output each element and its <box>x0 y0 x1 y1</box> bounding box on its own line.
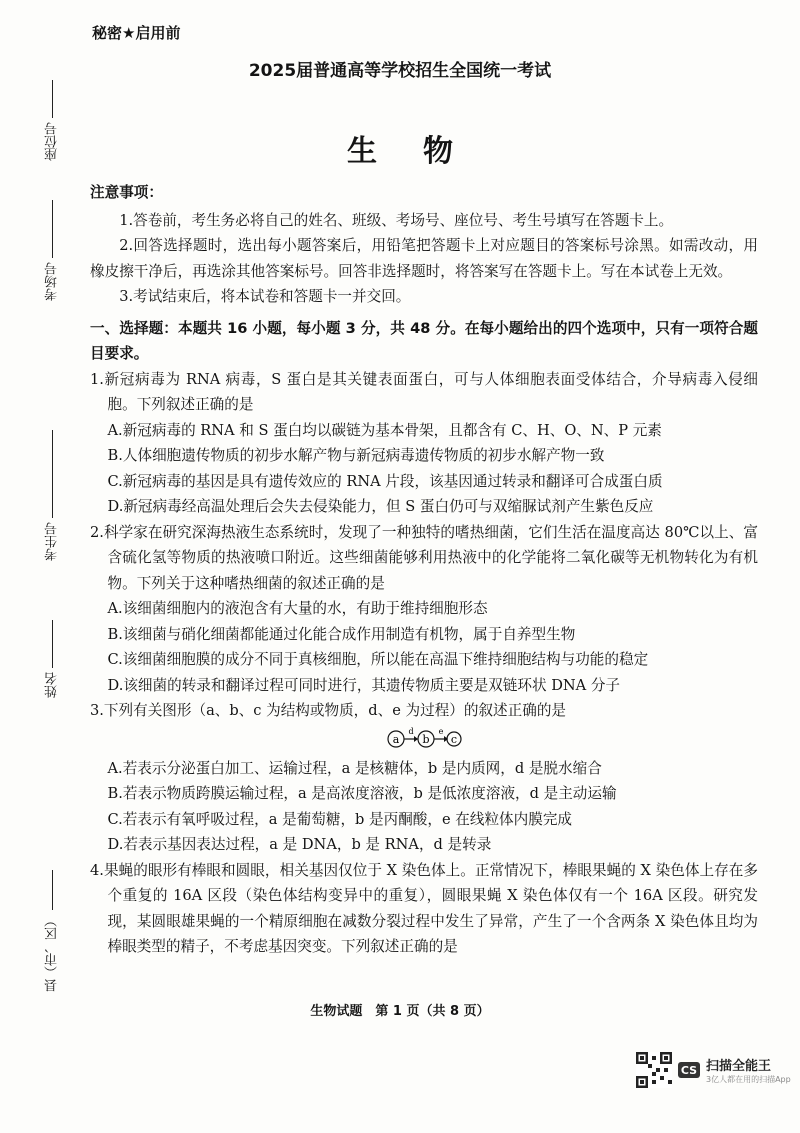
question-4-stem: 4.果蝇的眼形有棒眼和圆眼，相关基因仅位于 X 染色体上。正常情况下，棒眼果蝇的 X 染色体上存在多个重复的 16A 区段（染色体结构变异中的重复），圆眼果蝇 X 染色体仅有一个 16A 区段。研究发现，某圆眼雄果蝇的一个精原细胞在减数分裂过程中发生了异常，产生了一个含两条 X 染色体且均为棒眼类型的精子，不考虑基因突变。下列叙述正确的是 <box>90 861 758 955</box>
side-field-county <box>40 870 64 996</box>
question-1-stem: 1.新冠病毒为 RNA 病毒，S 蛋白是其关键表面蛋白，可与人体细胞表面受体结合，介导病毒入侵细胞。下列叙述正确的是 <box>90 370 758 413</box>
question-3-option-a: A.若表示分泌蛋白加工、运输过程，a 是核糖体，b 是内质网，d 是脱水缩合 <box>107 759 602 777</box>
question-3-stem: 3.下列有关图形（a、b、c 为结构或物质，d、e 为过程）的叙述正确的是 <box>90 702 567 719</box>
secret-mark: 秘密★启用前 <box>92 24 181 42</box>
diagram-arrow-e-label: e <box>438 726 444 736</box>
side-label-county: 县（市、区） <box>44 914 60 992</box>
diagram-node-b-label: b <box>422 732 430 746</box>
side-label-seat: 座位号 <box>44 122 60 161</box>
exam-title: 2025届普通高等学校招生全国统一考试 <box>248 61 552 81</box>
diagram-node-c-label: c <box>450 732 458 746</box>
diagram-arrow-d-label: d <box>408 726 414 736</box>
question-1-option-c: C.新冠病毒的基因是具有遗传效应的 RNA 片段，该基因通过转录和翻译可合成蛋白质 <box>107 472 663 490</box>
question-2-option-b: B.该细菌与硝化细菌都能通过化能合成作用制造有机物，属于自养型生物 <box>107 625 576 643</box>
page-footer: 生物试题 第 1 页（共 8 页） <box>310 1004 490 1019</box>
side-label-id: 考生号 <box>44 522 60 561</box>
diagram-arrowhead-d <box>414 736 418 742</box>
question-1-option-a: A.新冠病毒的 RNA 和 S 蛋白均以碳链为基本骨架，且都含有 C、H、O、N、P 元素 <box>107 421 662 439</box>
note-item: 1.答卷前，考生务必将自己的姓名、班级、考场号、座位号、考生号填写在答题卡上。 <box>119 211 674 229</box>
question-2-option-c: C.该细菌细胞膜的成分不同于真核细胞，所以能在高温下维持细胞结构与功能的稳定 <box>107 651 649 668</box>
notes-title: 注意事项： <box>90 184 163 201</box>
scanner-watermark <box>636 1052 791 1088</box>
note-item: 3.考试结束后，将本试卷和答题卡一并交回。 <box>119 288 411 305</box>
question-2-stem: 2.科学家在研究深海热液生态系统时，发现了一种独特的嗜热细菌，它们生活在温度高达 80℃以上、富含硫化氢等物质的热液喷口附近。这些细菌能够利用热液中的化学能将二氧化碳等无机物转化为有机物。下列关于这种嗜热细菌的叙述正确的是 <box>90 523 758 592</box>
process-diagram <box>90 726 758 750</box>
watermark-text <box>706 1055 791 1085</box>
side-field-name <box>40 620 64 702</box>
section-heading: 一、选择题：本题共 16 小题，每小题 3 分，共 48 分。在每小题给出的四个选项中，只有一项符合题目要求。 <box>90 319 758 362</box>
camscanner-logo-icon: CS <box>678 1062 700 1078</box>
page-content <box>90 180 758 960</box>
question-2-option-d: D.该细菌的转录和翻译过程可同时进行，其遗传物质主要是双链环状 DNA 分子 <box>107 676 621 694</box>
side-field-room <box>40 200 64 305</box>
subject-title: 生物 <box>347 134 499 169</box>
side-label-room: 考场号 <box>44 262 60 301</box>
diagram-node-a-label: a <box>392 732 400 746</box>
qr-code-icon <box>636 1052 672 1088</box>
watermark-tagline: 3亿人都在用的扫描App <box>706 1075 791 1084</box>
side-label-name: 姓名 <box>44 672 60 698</box>
question-3-option-c: C.若表示有氧呼吸过程，a 是葡萄糖，b 是丙酮酸，e 在线粒体内膜完成 <box>107 810 573 828</box>
watermark-app-name: 扫描全能王 <box>706 1059 772 1074</box>
question-3-option-b: B.若表示物质跨膜运输过程，a 是高浓度溶液，b 是低浓度溶液，d 是主动运输 <box>107 785 617 802</box>
side-field-id <box>40 430 64 565</box>
question-1-option-d: D.新冠病毒经高温处理后会失去侵染能力，但 S 蛋白仍可与双缩脲试剂产生紫色反应 <box>107 498 654 515</box>
note-item: 2.回答选择题时，选出每小题答案后，用铅笔把答题卡上对应题目的答案标号涂黑。如需改动，用橡皮擦干净后，再选涂其他答案标号。回答非选择题时，将答案写在答题卡上。写在本试卷上无效。 <box>90 237 758 280</box>
question-3-option-d: D.若表示基因表达过程，a 是 DNA，b 是 RNA，d 是转录 <box>107 836 492 853</box>
question-2-option-a: A.该细菌细胞内的液泡含有大量的水，有助于维持细胞形态 <box>107 600 488 617</box>
question-1-option-b: B.人体细胞遗传物质的初步水解产物与新冠病毒遗传物质的初步水解产物一致 <box>107 447 605 464</box>
process-diagram-svg <box>386 726 462 750</box>
